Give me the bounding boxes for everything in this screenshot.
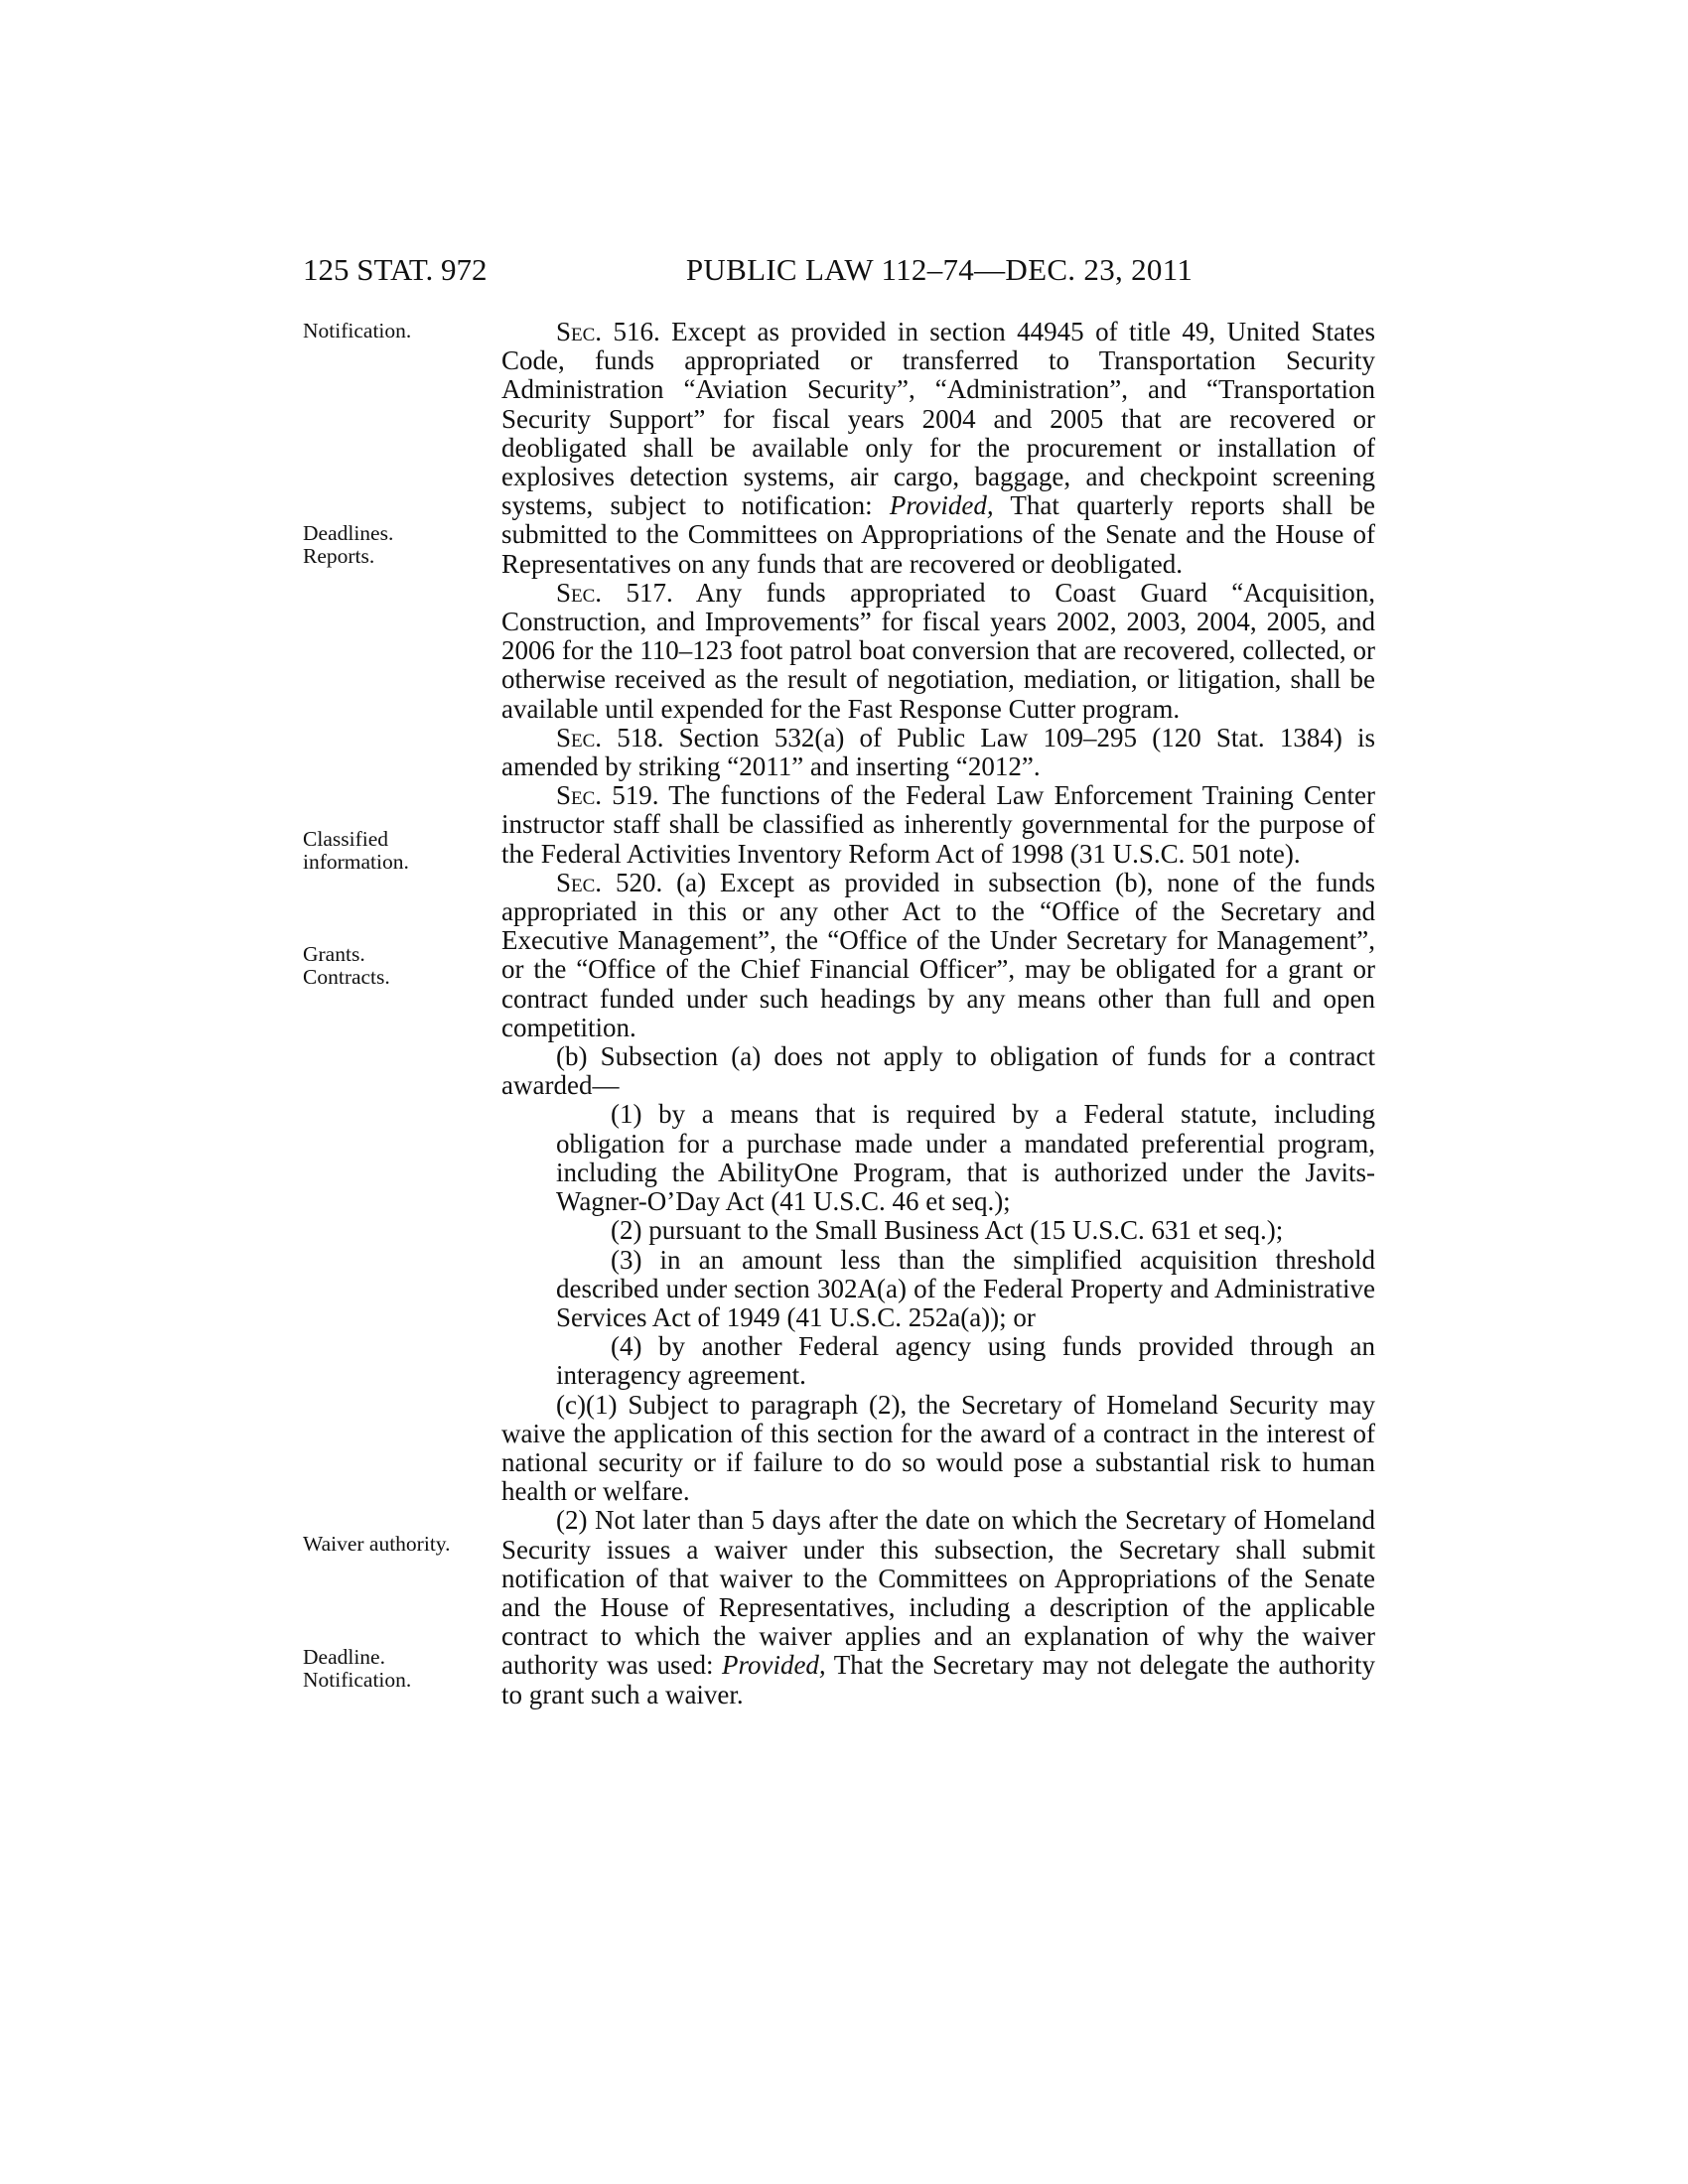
section-518: Sec. 518. Section 532(a) of Public Law 109–295 (120 Stat. 1384) is amended by striking “2011” and inserting “2012”. <box>501 722 1375 782</box>
section-label: Sec. 516. <box>556 317 660 346</box>
page-header <box>303 250 1375 290</box>
section-label: Sec. 520. <box>556 867 663 897</box>
section-label: Sec. 518. <box>556 722 664 752</box>
section-520-c-1: (c)(1) Subject to paragraph (2), the Secretary of Homeland Security may waive the application of this section for the award of a contract in the interest of national security or if failure to do so would pose a substantial risk to human health or welfare. <box>501 1389 1375 1507</box>
section-516: Sec. 516. Except as provided in section 44945 of title 49, United States Code, funds appropriated or transferred to Transportation Security Administration “Aviation Security”, “Administration”, and “Transportation Security Support” for fiscal years 2004 and 2005 that are recovered or deobligated shall be available only for the procurement or installation of explosives detection systems, air cargo, baggage, and checkpoint screening systems, subject to notification: Provided, That quarterly reports shall be submitted to the Committees on Appropriations of the Senate and the House of Representatives on any funds that are recovered or deobligated. <box>501 317 1375 579</box>
section-520-b-2: (2) pursuant to the Small Business Act (15 U.S.C. 631 et seq.); <box>611 1215 1284 1246</box>
section-520-b-3: (3) in an amount less than the simplified acquisition threshold described under section 302A(a) of the Federal Property and Administrative Services Act of 1949 (41 U.S.C. 252a(a)); or <box>556 1244 1375 1332</box>
margin-note-notification: Notification. <box>303 319 412 342</box>
proviso: Provided, <box>889 490 994 521</box>
section-520-b-1: (1) by a means that is required by a Federal statute, including obligation for a purchase made under a mandated preferential program, including the AbilityOne Program, that is authorized under the Javits-Wagner-O’Day Act (41 U.S.C. 46 et seq.); <box>556 1099 1375 1217</box>
margin-note-deadline-notification: Deadline. Notification. <box>303 1645 412 1692</box>
margin-note-classified-information: Classified information. <box>303 827 409 874</box>
section-519: Sec. 519. The functions of the Federal Law Enforcement Training Center instructor staff shall be classified as inherently governmental for the purpose of the Federal Activities Inventory Reform Act of 1998 (31 U.S.C. 501 note). <box>501 780 1376 869</box>
section-520-b-4: (4) by another Federal agency using funds provided through an interagency agreement. <box>556 1331 1375 1391</box>
public-law-running-head: PUBLIC LAW 112–74—DEC. 23, 2011 <box>685 252 1194 287</box>
body-text <box>501 318 1375 1709</box>
section-520-c-2: (2) Not later than 5 days after the date on which the Secretary of Homeland Security issues a waiver under this subsection, the Secretary shall submit notification of that waiver to the Committees on Appropriations of the Senate and the House of Representatives, including a description of the applicable contract to which the waiver applies and an explanation of why the waiver authority was used: Provided, That the Secretary may not delegate the authority to grant such a waiver. <box>501 1505 1375 1709</box>
section-520-b: (b) Subsection (a) does not apply to obligation of funds for a contract awarded— <box>501 1041 1375 1101</box>
section-517: Sec. 517. Any funds appropriated to Coast Guard “Acquisition, Construction, and Improvements” for fiscal years 2002, 2003, 2004, 2005, and 2006 for the 110–123 foot patrol boat conversion that are recovered, collected, or otherwise received as the result of negotiation, mediation, or litigation, shall be available until expended for the Fast Response Cutter program. <box>501 577 1376 724</box>
section-520-a: Sec. 520. (a) Except as provided in subsection (b), none of the funds appropriated in this or any other Act to the “Office of the Secretary and Executive Management”, the “Office of the Under Secretary for Management”, or the “Office of the Chief Financial Officer”, may be obligated for a grant or contract funded under such headings by any means other than full and open competition. <box>501 867 1376 1042</box>
margin-note-deadlines-reports: Deadlines. Reports. <box>303 521 394 568</box>
margin-note-waiver-authority: Waiver authority. <box>303 1532 451 1556</box>
section-label: Sec. 517. <box>556 577 673 608</box>
section-label: Sec. 519. <box>556 780 659 811</box>
statute-page-number: 125 STAT. 972 <box>303 252 488 287</box>
margin-note-grants-contracts: Grants. Contracts. <box>303 942 390 989</box>
proviso: Provided, <box>721 1650 826 1681</box>
